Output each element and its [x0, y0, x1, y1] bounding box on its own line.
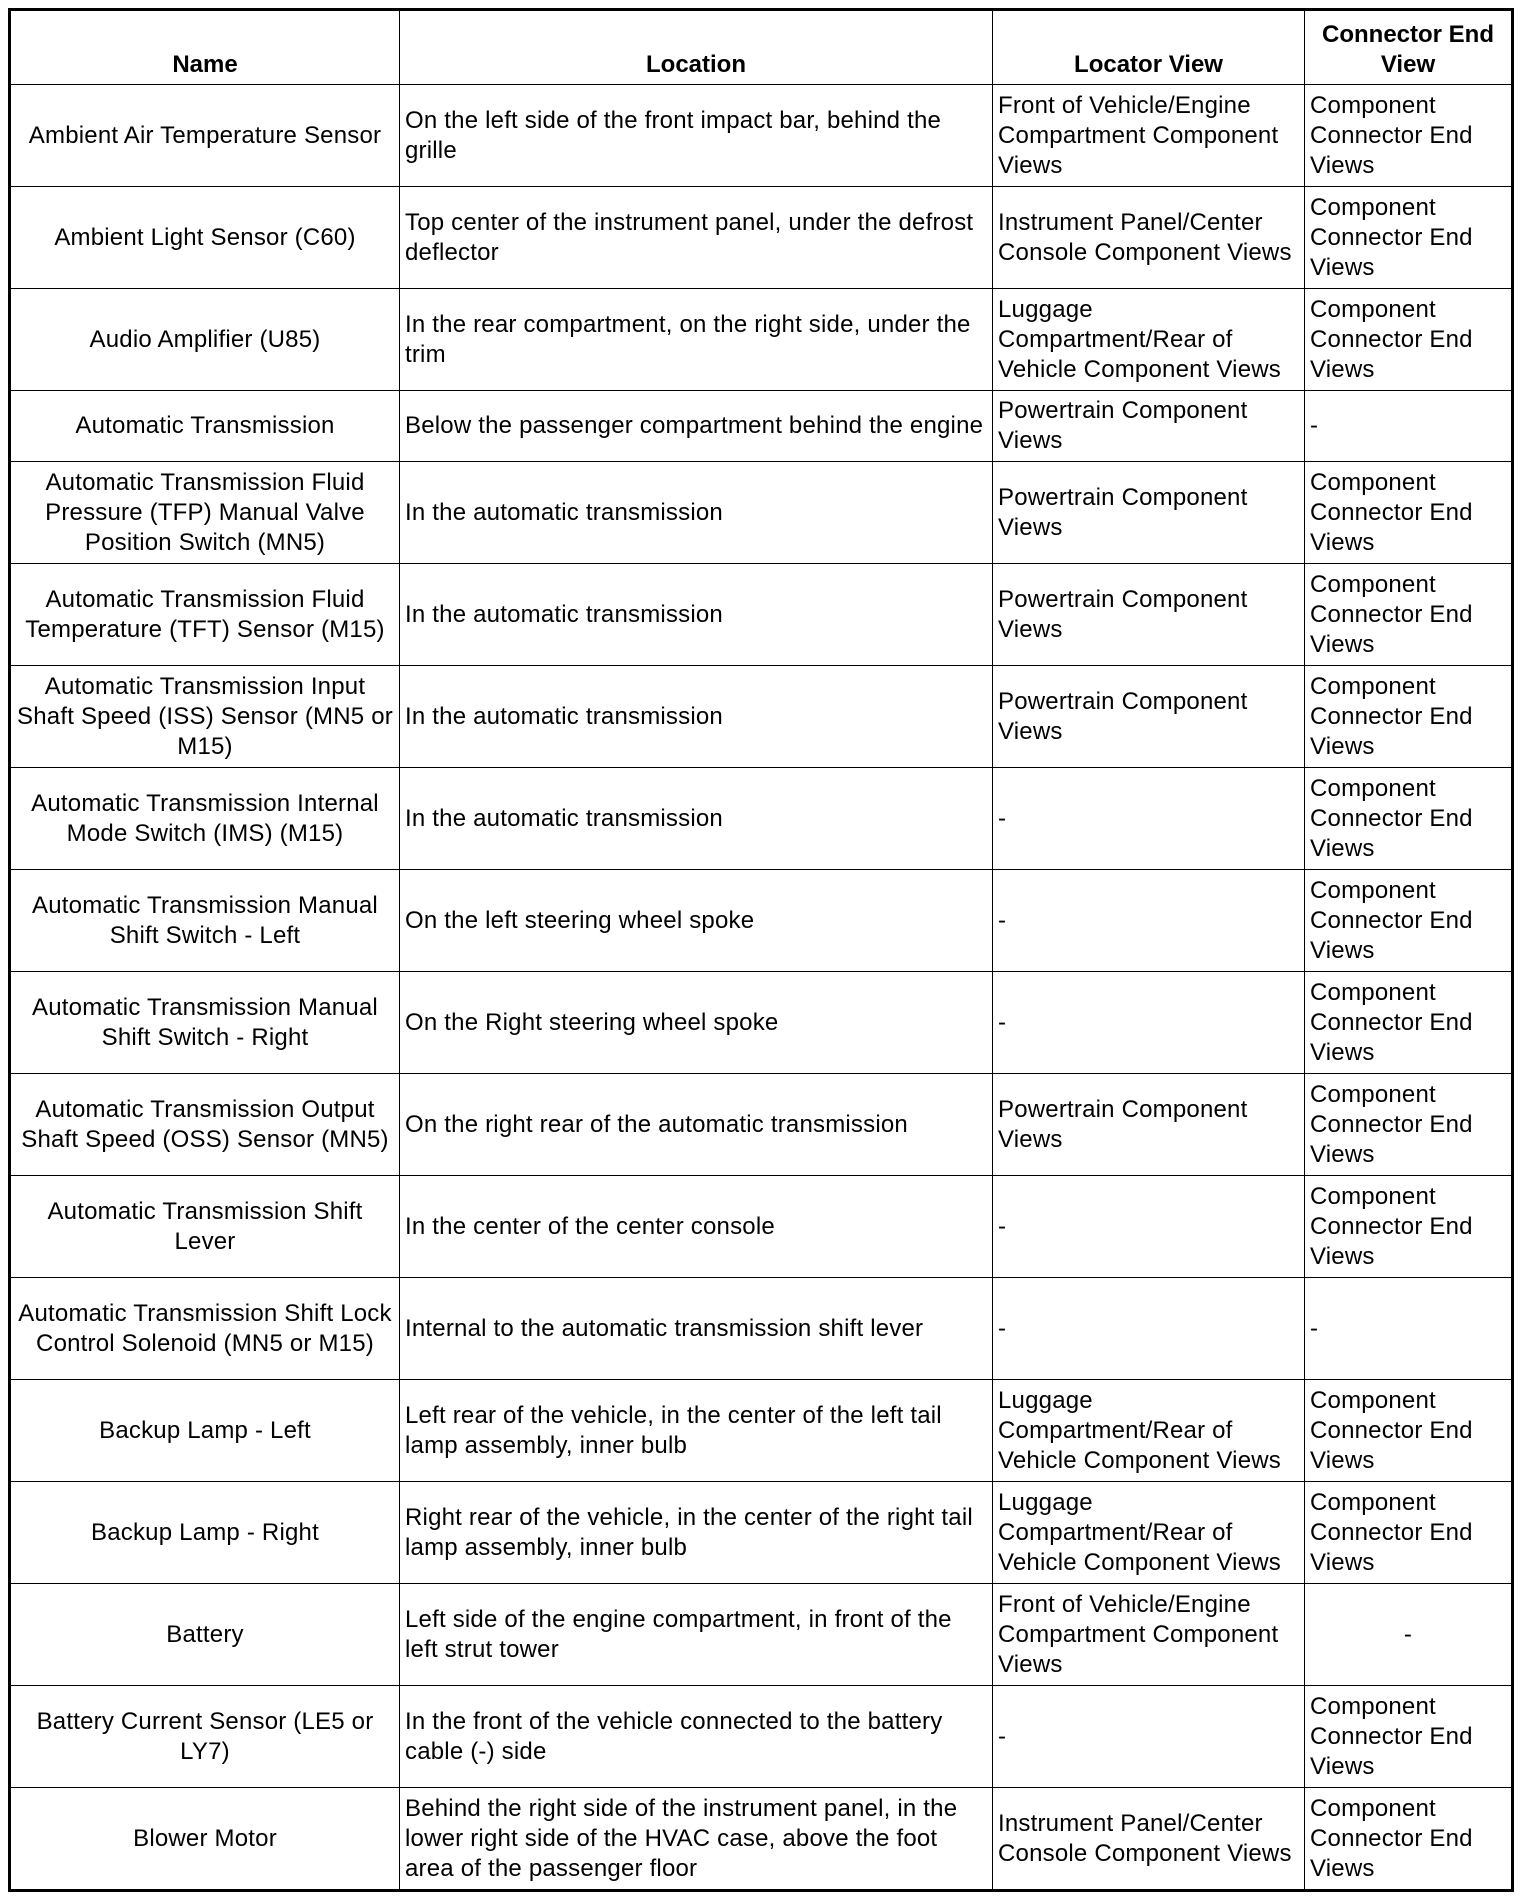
cell-name: Automatic Transmission Input Shaft Speed (ISS) Sensor (MN5 or M15) [10, 666, 400, 768]
table-row [10, 391, 1513, 462]
cell-connector-end-view: Component Connector End Views [1305, 1482, 1513, 1584]
cell-connector-end-view: Component Connector End Views [1305, 972, 1513, 1074]
cell-name: Backup Lamp - Left [10, 1380, 400, 1482]
table-row [10, 1788, 1513, 1891]
cell-name: Ambient Light Sensor (C60) [10, 187, 400, 289]
cell-connector-end-view: Component Connector End Views [1305, 85, 1513, 187]
table-row [10, 85, 1513, 187]
cell-location: In the automatic transmission [400, 564, 993, 666]
cell-locator-view: - [993, 1278, 1305, 1380]
cell-connector-end-view: Component Connector End Views [1305, 187, 1513, 289]
table-row [10, 1584, 1513, 1686]
cell-connector-end-view: Component Connector End Views [1305, 666, 1513, 768]
cell-connector-end-view: Component Connector End Views [1305, 870, 1513, 972]
table-row [10, 1074, 1513, 1176]
cell-connector-end-view: Component Connector End Views [1305, 462, 1513, 564]
cell-name: Automatic Transmission Shift Lever [10, 1176, 400, 1278]
cell-locator-view: Front of Vehicle/Engine Compartment Component Views [993, 1584, 1305, 1686]
cell-locator-view: Luggage Compartment/Rear of Vehicle Component Views [993, 1482, 1305, 1584]
table-row [10, 1686, 1513, 1788]
header-name: Name [10, 10, 400, 85]
cell-location: On the Right steering wheel spoke [400, 972, 993, 1074]
cell-location: In the rear compartment, on the right side, under the trim [400, 289, 993, 391]
cell-locator-view: Powertrain Component Views [993, 391, 1305, 462]
cell-locator-view: - [993, 1176, 1305, 1278]
cell-locator-view: - [993, 972, 1305, 1074]
cell-locator-view: Luggage Compartment/Rear of Vehicle Component Views [993, 1380, 1305, 1482]
cell-connector-end-view: Component Connector End Views [1305, 564, 1513, 666]
cell-name: Automatic Transmission Shift Lock Control Solenoid (MN5 or M15) [10, 1278, 400, 1380]
cell-location: Behind the right side of the instrument panel, in the lower right side of the HVAC case, above the foot area of the passenger floor [400, 1788, 993, 1891]
cell-name: Automatic Transmission Fluid Pressure (TFP) Manual Valve Position Switch (MN5) [10, 462, 400, 564]
cell-locator-view: Powertrain Component Views [993, 462, 1305, 564]
cell-name: Battery Current Sensor (LE5 or LY7) [10, 1686, 400, 1788]
header-locator-view: Locator View [993, 10, 1305, 85]
table-row [10, 666, 1513, 768]
cell-locator-view: Powertrain Component Views [993, 666, 1305, 768]
table-row [10, 187, 1513, 289]
table-row [10, 564, 1513, 666]
table-row [10, 972, 1513, 1074]
cell-name: Blower Motor [10, 1788, 400, 1891]
cell-location: In the center of the center console [400, 1176, 993, 1278]
cell-name: Ambient Air Temperature Sensor [10, 85, 400, 187]
header-connector-end-view: Connector End View [1305, 10, 1513, 85]
table-row [10, 289, 1513, 391]
cell-name: Automatic Transmission Output Shaft Speed (OSS) Sensor (MN5) [10, 1074, 400, 1176]
cell-locator-view: - [993, 870, 1305, 972]
table-row [10, 1380, 1513, 1482]
cell-name: Automatic Transmission Internal Mode Switch (IMS) (M15) [10, 768, 400, 870]
cell-name: Automatic Transmission Fluid Temperature (TFT) Sensor (M15) [10, 564, 400, 666]
cell-location: On the left side of the front impact bar, behind the grille [400, 85, 993, 187]
cell-locator-view: Powertrain Component Views [993, 564, 1305, 666]
cell-location: In the automatic transmission [400, 462, 993, 564]
table-row [10, 1278, 1513, 1380]
cell-locator-view: - [993, 768, 1305, 870]
cell-location: In the front of the vehicle connected to the battery cable (-) side [400, 1686, 993, 1788]
cell-location: Left side of the engine compartment, in front of the left strut tower [400, 1584, 993, 1686]
cell-name: Automatic Transmission [10, 391, 400, 462]
table-row [10, 768, 1513, 870]
header-location: Location [400, 10, 993, 85]
table-row [10, 1482, 1513, 1584]
cell-location: Below the passenger compartment behind the engine [400, 391, 993, 462]
table-row [10, 1176, 1513, 1278]
cell-location: On the right rear of the automatic transmission [400, 1074, 993, 1176]
cell-location: Left rear of the vehicle, in the center of the left tail lamp assembly, inner bulb [400, 1380, 993, 1482]
cell-name: Automatic Transmission Manual Shift Switch - Left [10, 870, 400, 972]
cell-name: Audio Amplifier (U85) [10, 289, 400, 391]
cell-locator-view: Powertrain Component Views [993, 1074, 1305, 1176]
cell-connector-end-view: Component Connector End Views [1305, 1686, 1513, 1788]
cell-name: Backup Lamp - Right [10, 1482, 400, 1584]
cell-location: In the automatic transmission [400, 666, 993, 768]
cell-locator-view: Luggage Compartment/Rear of Vehicle Component Views [993, 289, 1305, 391]
cell-name: Automatic Transmission Manual Shift Switch - Right [10, 972, 400, 1074]
cell-connector-end-view: Component Connector End Views [1305, 1074, 1513, 1176]
cell-connector-end-view: Component Connector End Views [1305, 768, 1513, 870]
cell-location: Internal to the automatic transmission shift lever [400, 1278, 993, 1380]
cell-locator-view: - [993, 1686, 1305, 1788]
cell-location: On the left steering wheel spoke [400, 870, 993, 972]
cell-connector-end-view: - [1305, 1584, 1513, 1686]
table-row [10, 870, 1513, 972]
cell-location: Top center of the instrument panel, under the defrost deflector [400, 187, 993, 289]
cell-location: Right rear of the vehicle, in the center of the right tail lamp assembly, inner bulb [400, 1482, 993, 1584]
cell-locator-view: Instrument Panel/Center Console Component Views [993, 187, 1305, 289]
table-row [10, 462, 1513, 564]
cell-name: Battery [10, 1584, 400, 1686]
cell-connector-end-view: - [1305, 1278, 1513, 1380]
component-locator-table [8, 8, 1514, 1892]
cell-connector-end-view: Component Connector End Views [1305, 1788, 1513, 1891]
cell-connector-end-view: - [1305, 391, 1513, 462]
cell-connector-end-view: Component Connector End Views [1305, 1176, 1513, 1278]
cell-location: In the automatic transmission [400, 768, 993, 870]
cell-locator-view: Front of Vehicle/Engine Compartment Component Views [993, 85, 1305, 187]
cell-connector-end-view: Component Connector End Views [1305, 289, 1513, 391]
cell-connector-end-view: Component Connector End Views [1305, 1380, 1513, 1482]
header-row [10, 10, 1513, 85]
cell-locator-view: Instrument Panel/Center Console Component Views [993, 1788, 1305, 1891]
